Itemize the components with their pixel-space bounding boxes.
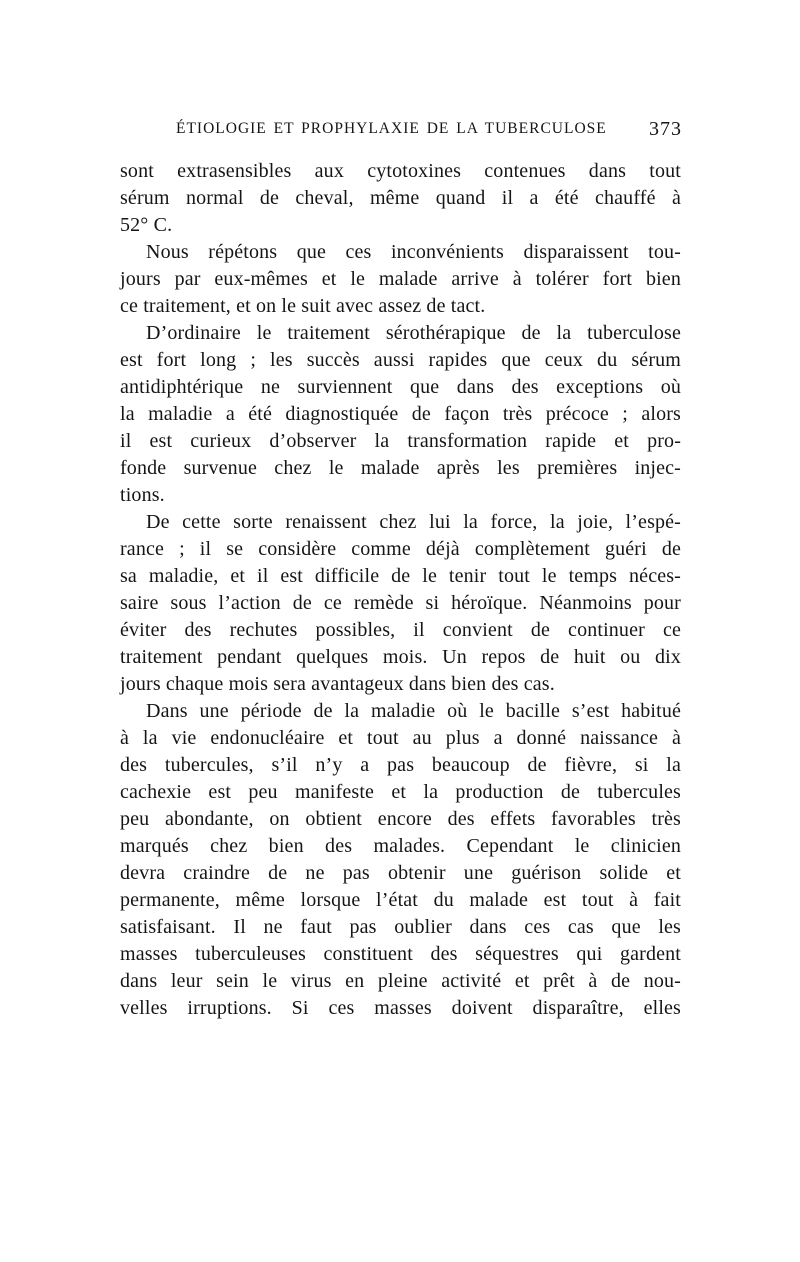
- text-line: sa maladie, et il est difficile de le tenir tout le temps néces-: [120, 565, 681, 587]
- text-line: traitement pendant quelques mois. Un repos de huit ou dix: [120, 646, 681, 668]
- text-line: à la vie endonucléaire et tout au plus a donné naissance à: [120, 727, 681, 749]
- text-line: dans leur sein le virus en pleine activité et prêt à de nou-: [120, 970, 681, 992]
- text-line: jours par eux-mêmes et le malade arrive à tolérer fort bien: [120, 268, 681, 290]
- text-line: marqués chez bien des malades. Cependant le clinicien: [120, 835, 681, 857]
- text-line: velles irruptions. Si ces masses doivent disparaître, elles: [120, 997, 681, 1019]
- text-line: Nous répétons que ces inconvénients disparaissent tou-: [146, 241, 681, 263]
- text-line: masses tuberculeuses constituent des séquestres qui gardent: [120, 943, 681, 965]
- text-line: D’ordinaire le traitement sérothérapique de la tuberculose: [146, 322, 681, 344]
- text-line: rance ; il se considère comme déjà complètement guéri de: [120, 538, 681, 560]
- text-line: fonde survenue chez le malade après les premières injec-: [120, 457, 681, 479]
- text-line: saire sous l’action de ce remède si héroïque. Néanmoins pour: [120, 592, 681, 614]
- text-line: peu abondante, on obtient encore des effets favorables très: [120, 808, 681, 830]
- running-head: ÉTIOLOGIE ET PROPHYLAXIE DE LA TUBERCULOSE: [176, 120, 607, 137]
- text-line: 52° C.: [120, 214, 173, 236]
- text-line: permanente, même lorsque l’état du malade est tout à fait: [120, 889, 681, 911]
- text-line: tions.: [120, 484, 165, 506]
- text-line: cachexie est peu manifeste et la production de tubercules: [120, 781, 681, 803]
- text-line: devra craindre de ne pas obtenir une guérison solide et: [120, 862, 681, 884]
- text-line: satisfaisant. Il ne faut pas oublier dans ces cas que les: [120, 916, 681, 938]
- text-line: est fort long ; les succès aussi rapides que ceux du sérum: [120, 349, 681, 371]
- text-line: des tubercules, s’il n’y a pas beaucoup de fièvre, si la: [120, 754, 681, 776]
- text-line: Dans une période de la maladie où le bacille s’est habitué: [146, 700, 681, 722]
- text-line: sérum normal de cheval, même quand il a été chauffé à: [120, 187, 681, 209]
- text-line: ce traitement, et on le suit avec assez de tact.: [120, 295, 486, 317]
- page-number: 373: [649, 118, 682, 140]
- text-line: De cette sorte renaissent chez lui la force, la joie, l’espé-: [146, 511, 681, 533]
- text-line: éviter des rechutes possibles, il convient de continuer ce: [120, 619, 681, 641]
- text-line: il est curieux d’observer la transformation rapide et pro-: [120, 430, 681, 452]
- text-line: la maladie a été diagnostiquée de façon très précoce ; alors: [120, 403, 681, 425]
- text-line: jours chaque mois sera avantageux dans bien des cas.: [120, 673, 555, 695]
- text-line: antidiphtérique ne surviennent que dans des exceptions où: [120, 376, 681, 398]
- page-header: [118, 113, 682, 145]
- text-line: sont extrasensibles aux cytotoxines contenues dans tout: [120, 160, 681, 182]
